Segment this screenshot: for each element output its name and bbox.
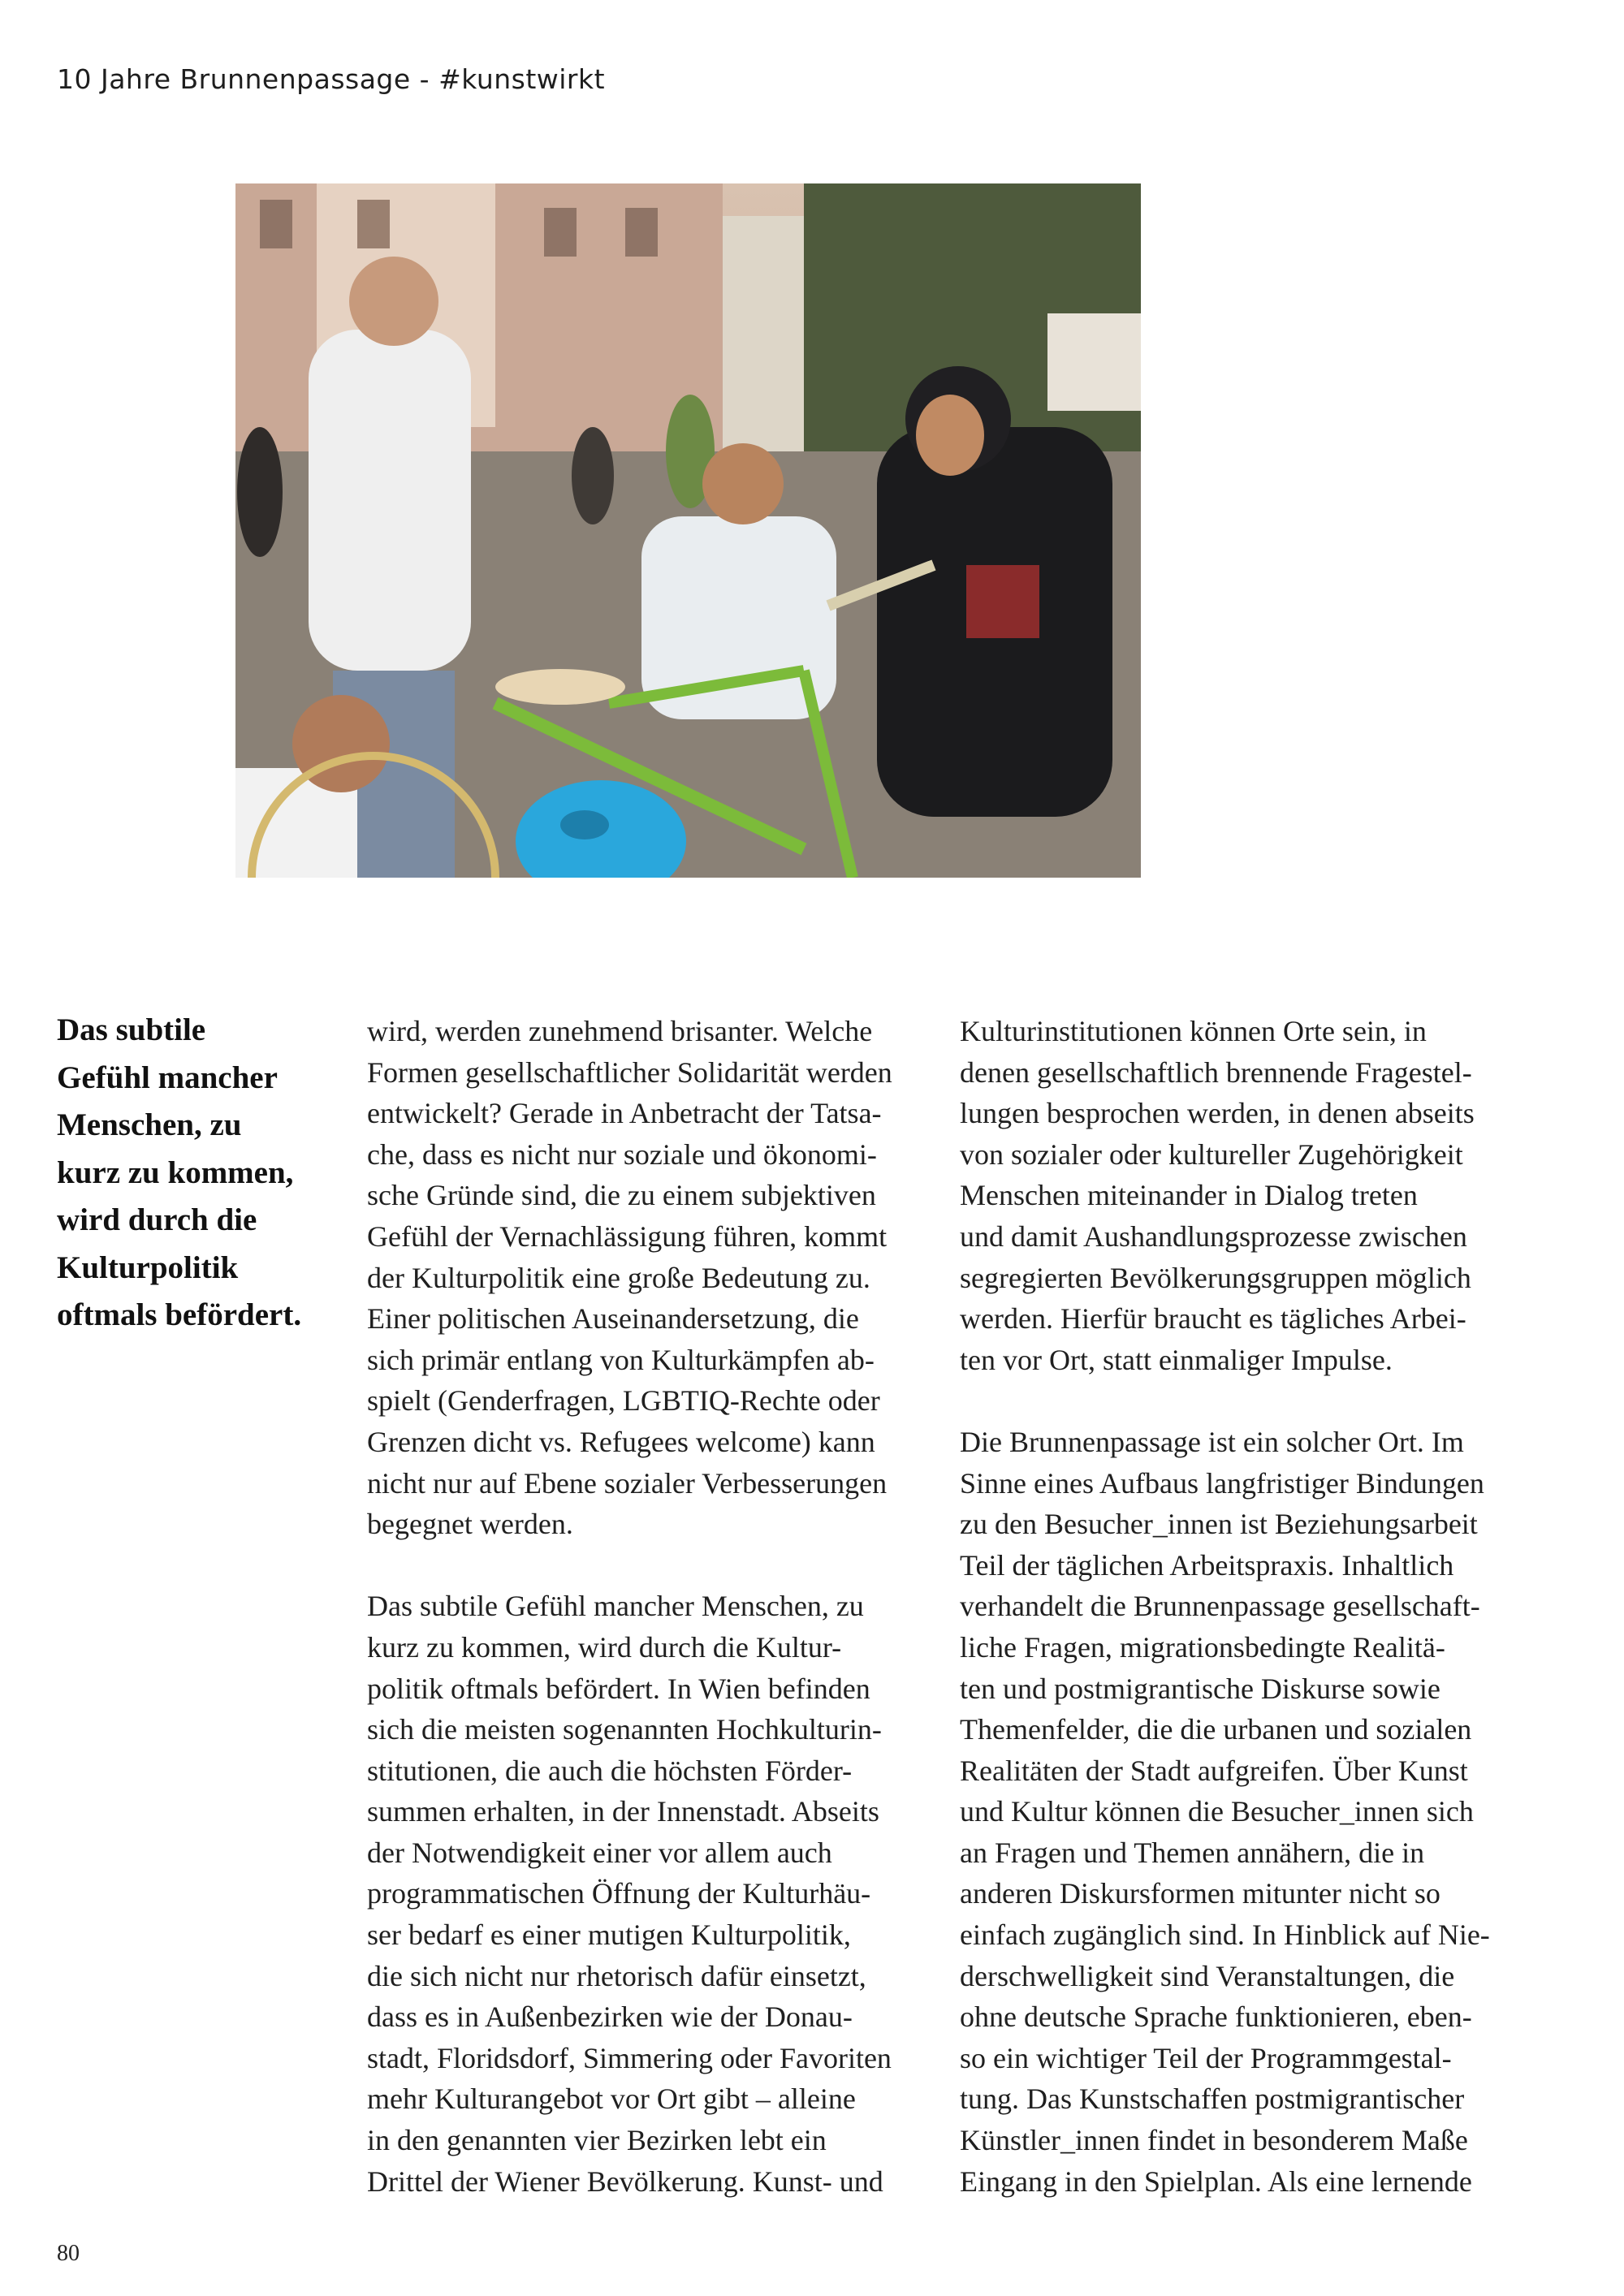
text-line: Eingang in den Spielplan. Als eine lernende [960,2164,1472,2198]
text-line: Drittel der Wiener Bevölkerung. Kunst- und [367,2164,883,2198]
text-line: denen gesellschaftlich brennende Fragestel- [960,1055,1472,1089]
text-line: segregierten Bevölkerungsgruppen möglich [960,1261,1471,1294]
text-line: entwickelt? Gerade in Anbetracht der Tatsa- [367,1097,882,1130]
paragraph-gap [367,1545,927,1586]
text-line: nicht nur auf Ebene sozialer Verbesserungen [367,1466,888,1500]
text-line: tung. Das Kunstschaffen postmigrantischer [960,2082,1465,2116]
street-scene-photo-icon [235,183,1141,878]
paragraph [367,1011,927,1545]
text-line: Menschen miteinander in Dialog treten [960,1179,1418,1212]
text-line: anderen Diskursformen mitunter nicht so [960,1877,1440,1910]
text-line: Künstler_innen findet in besonderem Maße [960,2124,1468,2157]
text-line: Realitäten der Stadt aufgreifen. Über Kunst [960,1754,1468,1787]
pull-quote-line: Das subtile [57,1012,206,1047]
body-column-2 [960,1011,1528,2202]
body-column-1 [367,1011,927,2202]
text-line: kurz zu kommen, wird durch die Kultur- [367,1630,842,1664]
page-number: 80 [57,2241,80,2266]
text-line: spielt (Genderfragen, LGBTIQ-Rechte oder [367,1384,880,1418]
pull-quote-line: oftmals befördert. [57,1297,302,1332]
text-line: an Fragen und Themen annähern, die in [960,1836,1425,1869]
text-line: mehr Kulturangebot vor Ort gibt – alleine [367,2082,856,2116]
running-header: 10 Jahre Brunnenpassage - #kunstwirkt [57,63,606,95]
text-line: werden. Hierfür braucht es tägliches Arbei- [960,1302,1466,1336]
text-line: sich primär entlang von Kulturkämpfen ab- [367,1343,875,1376]
text-line: Die Brunnenpassage ist ein solcher Ort. Im [960,1425,1464,1458]
pull-quote-line: wird durch die [57,1202,257,1237]
text-line: Sinne eines Aufbaus langfristiger Bindungen [960,1466,1484,1500]
text-line: in den genannten vier Bezirken lebt ein [367,2124,827,2157]
text-line: Grenzen dicht vs. Refugees welcome) kann [367,1425,875,1458]
text-line: der Kulturpolitik eine große Bedeutung zu. [367,1261,870,1294]
pull-quote-line: kurz zu kommen, [57,1154,294,1190]
text-line: verhandelt die Brunnenpassage gesellschaft- [960,1590,1480,1623]
pull-quote [57,1007,325,1340]
paragraph [367,1586,927,2202]
text-line: stitutionen, die auch die höchsten Förder- [367,1754,853,1787]
text-line: ser bedarf es einer mutigen Kulturpolitik, [367,1918,851,1952]
pull-quote-line: Menschen, zu [57,1107,242,1142]
pull-quote-line: Gefühl mancher [57,1060,278,1095]
text-line: Teil der täglichen Arbeitspraxis. Inhaltlich [960,1548,1454,1582]
text-line: lungen besprochen werden, in denen abseits [960,1097,1475,1130]
text-line: stadt, Floridsdorf, Simmering oder Favoriten [367,2041,892,2074]
text-line: Gefühl der Vernachlässigung führen, kommt [367,1219,888,1253]
street-scene-photo [235,183,1141,878]
text-line: Einer politischen Auseinandersetzung, die [367,1302,859,1336]
text-line: und damit Aushandlungsprozesse zwischen [960,1219,1467,1253]
text-line: einfach zugänglich sind. In Hinblick auf Nie- [960,1918,1490,1952]
text-line: Themenfelder, die die urbanen und sozialen [960,1713,1472,1746]
text-line: programmatischen Öffnung der Kulturhäu- [367,1877,871,1910]
text-line: die sich nicht nur rhetorisch dafür einsetzt, [367,1959,866,1992]
text-line: Das subtile Gefühl mancher Menschen, zu [367,1590,864,1623]
paragraph-gap [960,1380,1528,1422]
text-line: che, dass es nicht nur soziale und ökonomi- [367,1137,877,1171]
text-line: zu den Besucher_innen ist Beziehungsarbeit [960,1508,1478,1541]
text-line: der Notwendigkeit einer vor allem auch [367,1836,832,1869]
text-line: summen erhalten, in der Innenstadt. Abseits [367,1795,879,1828]
text-line: wird, werden zunehmend brisanter. Welche [367,1015,873,1047]
text-line: Formen gesellschaftlicher Solidarität werden [367,1055,892,1089]
text-line: und Kultur können die Besucher_innen sich [960,1795,1474,1828]
text-line: so ein wichtiger Teil der Programmgestal- [960,2041,1452,2074]
text-line: politik oftmals befördert. In Wien befinden [367,1672,870,1705]
text-line: von sozialer oder kultureller Zugehörigkeit [960,1137,1463,1171]
text-line: sche Gründe sind, die zu einem subjektiven [367,1179,876,1212]
text-line: dass es in Außenbezirken wie der Donau- [367,2000,853,2034]
text-line: ten und postmigrantische Diskurse sowie [960,1672,1440,1705]
paragraph [960,1011,1528,1380]
text-line: sich die meisten sogenannten Hochkulturin- [367,1713,882,1746]
paragraph [960,1422,1528,2202]
text-line: Kulturinstitutionen können Orte sein, in [960,1015,1427,1047]
text-line: ten vor Ort, statt einmaliger Impulse. [960,1343,1393,1376]
text-line: begegnet werden. [367,1508,573,1541]
pull-quote-line: Kulturpolitik [57,1249,239,1285]
text-line: liche Fragen, migrationsbedingte Realitä- [960,1630,1445,1664]
text-line: derschwelligkeit sind Veranstaltungen, die [960,1959,1455,1992]
text-line: ohne deutsche Sprache funktionieren, eben- [960,2000,1472,2034]
